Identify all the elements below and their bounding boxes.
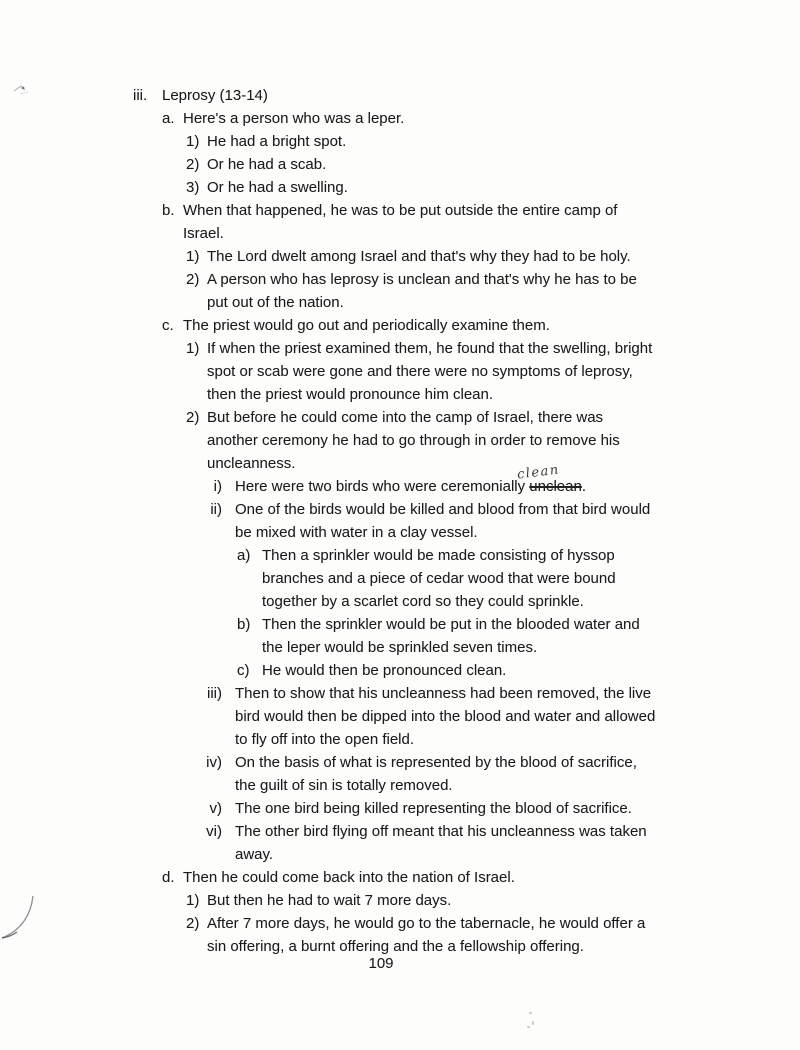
outline-item [0, 199, 800, 245]
outline-text-line [262, 613, 640, 636]
text-segment: sin offering, a burnt offering and the a fellowship offering. [207, 938, 584, 955]
outline-text-line [235, 498, 650, 521]
text-segment: then the priest would pronounce him clean. [207, 386, 494, 403]
text-segment: Here's a person who was a leper. [183, 110, 405, 127]
outline-text-line [262, 567, 616, 590]
outline-text [207, 268, 637, 314]
outline-text-line [183, 107, 404, 130]
outline-text-line [207, 429, 620, 452]
outline-marker: iii. [133, 87, 148, 104]
text-segment: The priest would go out and periodically examine them. [183, 317, 550, 334]
text-segment: Then the sprinkler would be put in the blooded water and [262, 616, 640, 633]
text-segment: put out of the nation. [207, 294, 344, 311]
outline-text-line [235, 705, 655, 728]
outline-text [235, 682, 655, 751]
outline-text-line [235, 751, 637, 774]
outline-text-line [207, 337, 652, 360]
outline-item [0, 406, 800, 475]
text-segment: After 7 more days, he would go to the tabernacle, he would offer a [207, 915, 646, 932]
text-segment: Then he could come back into the nation of Israel. [183, 869, 515, 886]
outline-text-line [207, 130, 346, 153]
outline-text-line [207, 912, 645, 935]
outline-text [207, 337, 652, 406]
text-segment: The other bird flying off meant that his uncleanness was taken [235, 823, 647, 840]
outline-marker: 1) [186, 340, 200, 357]
outline-text-line [207, 889, 451, 912]
outline-marker: 1) [186, 248, 200, 265]
text-segment: But before he could come into the camp of Israel, there was [207, 409, 604, 426]
outline-text-line [235, 462, 586, 498]
outline-text-line [183, 199, 617, 222]
outline-text-line [262, 590, 616, 613]
text-segment: uncleanness. [207, 455, 296, 472]
text-segment: Then a sprinkler would be made consisting of hyssop [262, 547, 615, 564]
outline-text [207, 245, 631, 268]
outline-text [262, 544, 616, 613]
outline-text [162, 84, 268, 107]
outline-text [183, 107, 404, 130]
outline-text [235, 498, 650, 544]
scan-speck [532, 1021, 534, 1025]
outline-marker: 2) [186, 915, 200, 932]
text-segment: If when the priest examined them, he found that the swelling, bright [207, 340, 653, 357]
outline-text [262, 659, 506, 682]
outline-marker: i) [213, 478, 222, 495]
outline-text-line [235, 843, 647, 866]
text-segment: Here were two birds who were ceremonially [235, 478, 530, 495]
outline-text [235, 751, 637, 797]
outline-marker: vi) [206, 823, 222, 840]
outline-text-line [207, 406, 620, 429]
outline-marker: 1) [186, 133, 200, 150]
outline-marker: c. [162, 317, 174, 334]
outline-marker: b. [162, 202, 175, 219]
text-segment: together by a scarlet cord so they could sprinkle. [262, 593, 584, 610]
outline-text-line [207, 291, 637, 314]
outline-item [0, 544, 800, 613]
text-segment: A person who has leprosy is unclean and that's why he has to be [207, 271, 637, 288]
outline-marker: a. [162, 110, 175, 127]
text-segment: branches and a piece of cedar wood that were bound [262, 570, 616, 587]
outline-text-line [235, 682, 655, 705]
handwritten-annotation: clean [516, 462, 561, 483]
outline-marker: v) [209, 800, 222, 817]
text-segment: bird would then be dipped into the blood and water and allowed [235, 708, 656, 725]
outline-text-line [235, 797, 632, 820]
text-segment: away. [235, 846, 274, 863]
outline-item [0, 498, 800, 544]
text-segment: . [581, 478, 586, 495]
outline-marker: 3) [186, 179, 200, 196]
text-segment: When that happened, he was to be put outside the entire camp of [183, 202, 618, 219]
outline-item [0, 659, 800, 682]
outline-text-line [262, 636, 640, 659]
outline-text-line [235, 521, 650, 544]
outline-text [183, 866, 515, 889]
text-segment: the guilt of sin is totally removed. [235, 777, 453, 794]
outline-item [0, 107, 800, 130]
outline-text-line [207, 176, 348, 199]
text-segment: The Lord dwelt among Israel and that's why they had to be holy. [207, 248, 631, 265]
text-segment: Leprosy (13-14) [162, 87, 268, 104]
outline-item [0, 682, 800, 751]
outline-item [0, 84, 800, 107]
outline-text-line [262, 659, 506, 682]
outline-text [183, 314, 550, 337]
outline-text-line [207, 268, 637, 291]
outline-text-line [207, 360, 652, 383]
scan-speck [527, 1026, 530, 1028]
outline-text [235, 797, 632, 820]
outline-text [207, 889, 451, 912]
text-segment: But then he had to wait 7 more days. [207, 892, 452, 909]
outline-text [183, 199, 617, 245]
text-segment: He had a bright spot. [207, 133, 347, 150]
outline-text-line [207, 245, 631, 268]
text-segment: The one bird being killed representing the blood of sacrifice. [235, 800, 632, 817]
outline-marker: 2) [186, 271, 200, 288]
outline-text [235, 462, 586, 498]
text-segment: spot or scab were gone and there were no symptoms of leprosy, [207, 363, 633, 380]
text-segment: He would then be pronounced clean. [262, 662, 507, 679]
outline-item [0, 797, 800, 820]
outline-text-line [183, 222, 617, 245]
text-segment: Or he had a swelling. [207, 179, 348, 196]
outline-item [0, 820, 800, 866]
outline-text-line [235, 728, 655, 751]
outline-marker: c) [237, 662, 250, 679]
outline-item [0, 866, 800, 889]
outline-marker: b) [237, 616, 251, 633]
outline-marker: a) [237, 547, 251, 564]
outline-text-line [207, 383, 652, 406]
outline-text-line [183, 314, 550, 337]
text-segment: Or he had a scab. [207, 156, 327, 173]
outline-marker: d. [162, 869, 175, 886]
text-segment: another ceremony he had to go through in order to remove his [207, 432, 620, 449]
outline-item [0, 751, 800, 797]
text-segment: On the basis of what is represented by the blood of sacrifice, [235, 754, 637, 771]
outline-marker: 1) [186, 892, 200, 909]
outline-marker: 2) [186, 156, 200, 173]
struck-word: unclean clean [529, 478, 582, 495]
outline-item [0, 245, 800, 268]
outline-marker: ii) [210, 501, 222, 518]
outline [0, 84, 800, 958]
outline-marker: 2) [186, 409, 200, 426]
outline-marker: iii) [207, 685, 222, 702]
outline-item [0, 337, 800, 406]
outline-item [0, 130, 800, 153]
outline-text-line [235, 774, 637, 797]
outline-text-line [162, 84, 268, 107]
outline-text [207, 176, 348, 199]
scan-speck [529, 1012, 532, 1014]
outline-text [235, 820, 647, 866]
outline-text [262, 613, 640, 659]
outline-text [207, 130, 346, 153]
outline-text-line [262, 544, 616, 567]
text-segment: Then to show that his uncleanness had been removed, the live [235, 685, 652, 702]
page-number: 109 [368, 955, 394, 972]
text-segment: to fly off into the open field. [235, 731, 415, 748]
text-segment: Israel. [183, 225, 224, 242]
outline-item [0, 176, 800, 199]
outline-text [207, 153, 326, 176]
text-segment: the leper would be sprinkled seven times. [262, 639, 538, 656]
outline-text-line [207, 153, 326, 176]
outline-item [0, 314, 800, 337]
text-segment: One of the birds would be killed and blood from that bird would [235, 501, 651, 518]
outline-item [0, 268, 800, 314]
outline-text-line [235, 820, 647, 843]
outline-item [0, 153, 800, 176]
outline-item [0, 889, 800, 912]
outline-item [0, 613, 800, 659]
outline-text-line [183, 866, 515, 889]
outline-marker: iv) [206, 754, 222, 771]
text-segment: be mixed with water in a clay vessel. [235, 524, 478, 541]
